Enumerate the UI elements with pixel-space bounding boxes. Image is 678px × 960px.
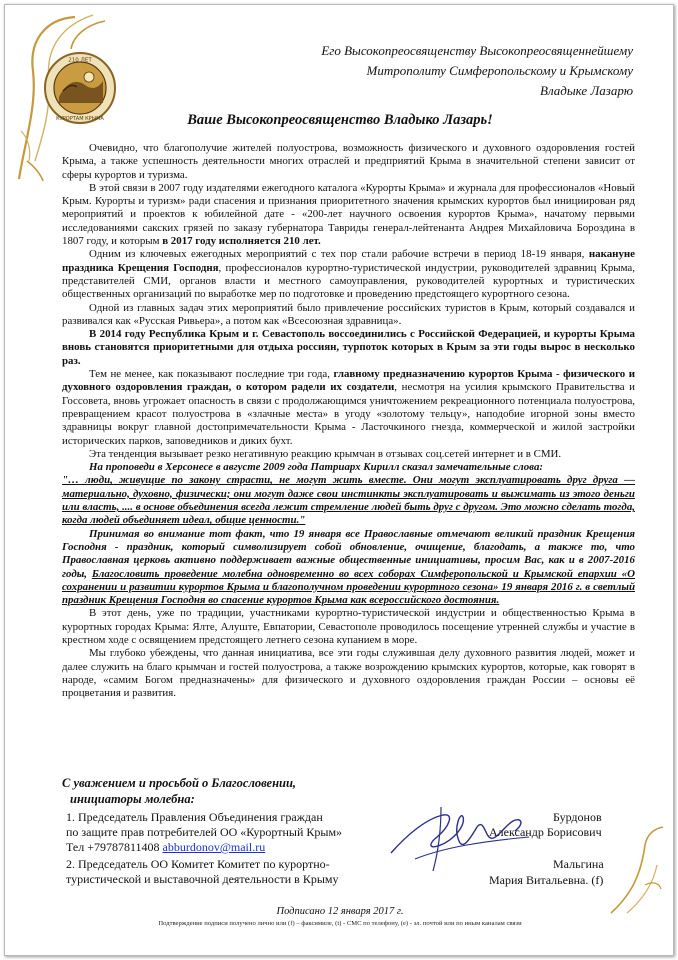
address-line-3: Владыке Лазарю — [540, 83, 633, 98]
address-line-2: Митрополиту Симферопольскому и Крымскому — [366, 63, 633, 78]
paragraph-3-bold: накануне праздника Крещения Господня — [62, 248, 635, 274]
address-line-1: Его Высокопреосвященству Высокопреосвященнейшему — [321, 43, 633, 58]
paragraph-3-text: Одним из ключевых ежегодных мероприятий с тех пор стали рабочие встречи в период 18-19 января, — [89, 248, 589, 261]
initiator-1-surname: Бурдонов — [553, 810, 602, 824]
initiator-1-phone: Тел +79787811408 — [66, 840, 163, 854]
initiator-2-title: 2. Председатель ОО Комитет Комитет по курортно- — [66, 857, 330, 871]
initiator-2-name: Мария Витальевна. (f) — [489, 873, 604, 887]
paragraph-2-bold: в 2017 году исполняется 210 лет. — [162, 235, 321, 248]
paragraph-10-text: Принимая во внимание тот факт, что 19 января все Православные отмечают великий праздник Крещения Господня - праздник, который символизирует собой обновление, очищение, благодать, а также то, что Православная церковь активно поддерживает важные общественные инициативы, просим Вас, как и в 2007-2016 годы, — [62, 527, 635, 580]
initiator-1-email-link[interactable]: abburdonov@mail.ru — [162, 840, 266, 854]
paragraph-12: Мы глубоко убеждены, что данная инициатива, все эти годы служившая делу духовного развития людей, может и далее служить на благо крымчан и гостей полуострова, а также возрождению крымских курортов, которые, как говорят в народе, «самим Богом предназначены» для физического и духовного оздоровления граждан России – основы её процветания и развития. — [62, 647, 635, 700]
paragraph-3-rest: , профессионалов курортно-туристической индустрии, руководителей здравниц Крыма, представителей СМИ, органов власти и местного самоуправления, руководителей курортных и туристических общественных организаций по выработке мер по подготовке и проведению предстоящего курортного сезона. — [62, 261, 635, 301]
paragraph-6-bold: главному предназначению курортов Крыма - физического и духовного оздоровления граждан, о котором радели их создатели — [62, 368, 635, 394]
paragraph-1: Очевидно, что благополучие жителей полуострова, возможность физического и духовного оздоровления гостей Крыма, а также успешность деятельности многих отраслей и предприятий Крыма в значительной степени зависит от сферы курортов и туризма. — [62, 142, 635, 181]
seal-bottom-text: КУРОРТАМ КРЫМА — [56, 116, 104, 122]
paragraph-7: Эта тенденция вызывает резко негативную реакцию крымчан в отзывах соц.сетей интернет и в СМИ. — [89, 447, 562, 460]
letter-body — [62, 142, 635, 700]
paragraph-3 — [62, 248, 635, 301]
paragraph-6 — [62, 368, 635, 448]
footnote: Подтверждение подписи получено лично или (f) – факсимиле, (t) - СМС по телефону, (e) - эл. почтой или по иным каналам связи — [158, 920, 522, 927]
salutation: Ваше Высокопреосвященство Владыко Лазарь! — [187, 112, 493, 128]
paragraph-2 — [62, 182, 635, 248]
initiator-1-org: по защите прав потребителей ОО «Курортный Крым» — [66, 825, 343, 839]
ornament-corner-bottom-right — [601, 825, 671, 915]
paragraph-6-rest: , несмотря на усилия крымского Правительства и Госсовета, вновь угрожает опасность в связи с продолжающимся уничтожением рекреационного потенциала полуострова, превращением красот полуострова в «злачные места» в угоду «золотому тельцу», наподобие игорной зоны вместо здравницы вокруг главной достопримечательности Крыма - Ласточкиного гнезда, коммерческой и жилой застройки исторических парков, заповедников и диких бухт. — [62, 381, 636, 447]
seal-top-text: 210 ЛЕТ — [68, 57, 92, 64]
paragraph-8: На проповеди в Херсонесе в августе 2009 года Патриарх Кирилл сказал замечательные слова: — [89, 461, 544, 474]
closing-block — [62, 775, 296, 807]
paragraph-10 — [62, 528, 635, 608]
initiator-2-org: туристической и выставочной деятельности в Крыму — [66, 872, 339, 886]
paragraph-5: В 2014 году Республика Крым и г. Севастополь воссоединились с Российской Федерацией, и курорты Крыма вновь становятся приоритетными для отдыха россиян, турпоток которых в Крым за эти годы вырос в несколько раз. — [62, 328, 635, 367]
paragraph-6-text: Тем не менее, как показывают последние три года, — [89, 368, 334, 381]
initiator-2-surname: Мальгина — [553, 857, 604, 871]
signed-date: Подписано 12 января 2017 г. — [276, 906, 404, 917]
closing-line-1: С уважением и просьбой о Благословении, — [62, 776, 297, 790]
paragraph-11: В этот день, уже по традиции, участниками курортно-туристической индустрии и общественностью Крыма в курортных городах Крыма: Ялте, Алуште, Евпатории, Севастополе проводилось посещение утренней службы и участие в крестном ходе с освящением предстоящего летнего сезона купанием в море. — [62, 607, 635, 646]
recipient-address — [321, 41, 633, 101]
initiator-2 — [66, 857, 339, 887]
paragraph-4: Одной из главных задач этих мероприятий было привлечение российских туристов в Крым, который создавался и развивался как «Русская Ривьера», а потом как «Всесоюзная здравница». — [62, 301, 635, 327]
paragraph-2-text: В этой связи в 2007 году издателями ежегодного каталога «Курорты Крыма» и журнала для профессионалов «Новый Крым. Курорты и туризм» ради спасения и признания приоритетного значения крымских курортов был инициирован ряд мероприятий и проектов к юбилейной дате - «200-лет научного освоения курортов Крыма», начатому первыми исследованиями сакских грязей по заказу губернатора Тавриды генерал-лейтенанта Андрея Михайловича Бороздина в 1807 году, и которым — [62, 181, 635, 248]
handwritten-signature — [385, 797, 535, 877]
initiator-1-title: 1. Председатель Правления Объединения граждан — [66, 810, 323, 824]
initiator-1-name: Александр Борисович — [489, 825, 602, 839]
closing-line-2: инициаторы молебна: — [70, 792, 195, 806]
initiator-1-contacts — [66, 840, 342, 855]
initiator-1 — [66, 810, 342, 855]
letter-page — [4, 4, 674, 956]
paragraph-10-request: Благословить проведение молебна одновременно во всех соборах Симферопольской и Крымской епархии «О сохранении и развитии курортов Крыма и благополучном проведении курортного сезона» 19 января 2016 г. в светлый праздник Крещения Господня во спасение курортов Крыма как всероссийского достояния. — [62, 567, 635, 607]
patriarch-quote: "… люди, живущие по закону страсти, не могут жить вместе. Они могут эксплуатировать друг друга — материально, духовно, физически; они могут даже свои инстинкты эксплуатировать и выжимать из этого деньги или власть, .... в основе объединения всегда лежит стремление людей быть друг с другом. Это можно сделать тогда, когда людей объединяет идеал, общие ценности." — [62, 474, 635, 527]
